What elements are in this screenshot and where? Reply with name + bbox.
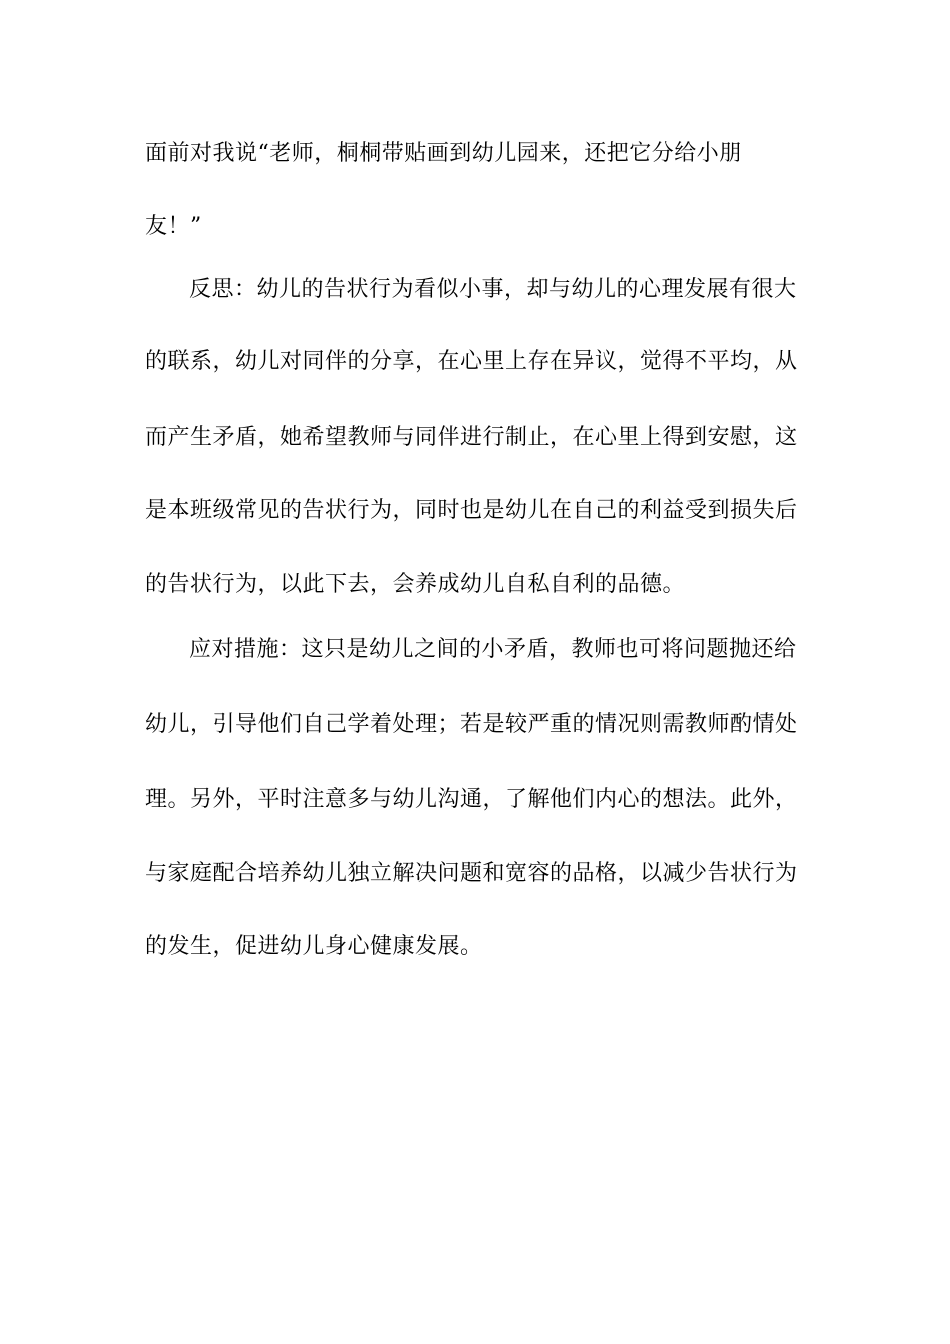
paragraph-start-line: 反思：幼儿的告状行为看似小事，却与幼儿的心理发展有很大 [189,277,797,302]
text-line: 友！” [145,214,202,239]
text-line: 的告状行为，以此下去，会养成幼儿自私自利的品德。 [145,572,686,597]
text-line: 是本班级常见的告状行为，同时也是幼儿在自己的利益受到损失后 [145,498,798,523]
text-line: 与家庭配合培养幼儿独立解决问题和宽容的品格，以减少告状行为 [145,861,798,886]
text-line: 面前对我说“老师，桐桐带贴画到幼儿园来，还把它分给小朋 [145,141,742,166]
text-line: 而产生矛盾，她希望教师与同伴进行制止，在心里上得到安慰，这 [145,425,798,450]
text-line: 理。另外，平时注意多与幼儿沟通，了解他们内心的想法。此外， [145,787,798,812]
text-line: 的发生，促进幼儿身心健康发展。 [145,934,483,959]
paragraph-start-line: 应对措施：这只是幼儿之间的小矛盾，教师也可将问题抛还给 [189,637,797,662]
text-line: 的联系，幼儿对同伴的分享，在心里上存在异议，觉得不平均，从 [145,349,798,374]
text-line: 幼儿，引导他们自己学着处理；若是较严重的情况则需教师酌情处 [145,712,798,737]
